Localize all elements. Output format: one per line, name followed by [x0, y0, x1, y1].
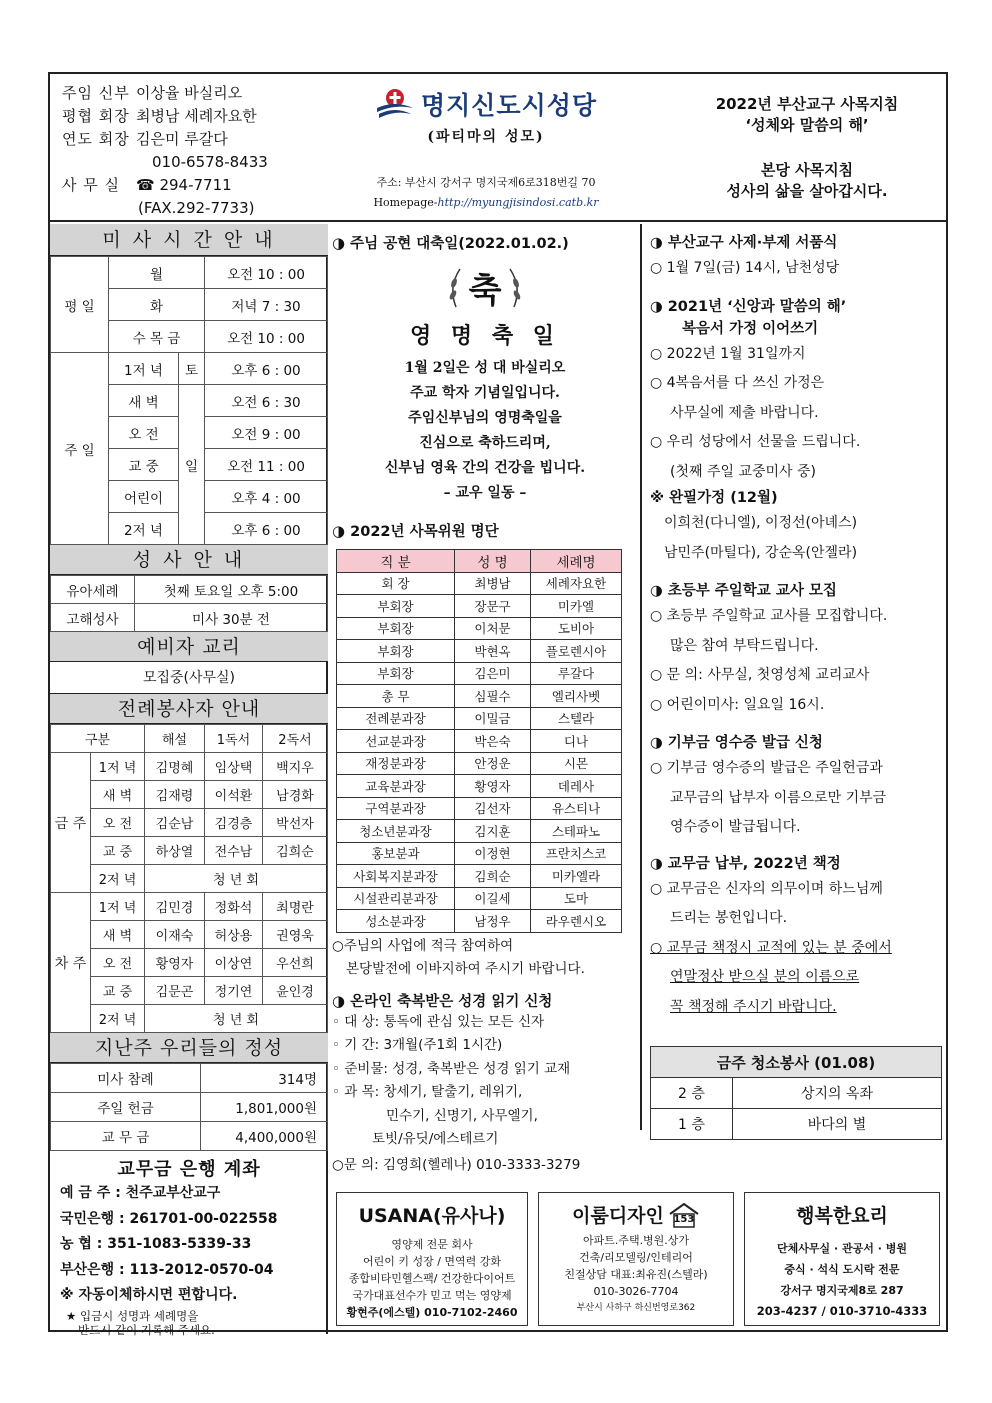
table-row: 성소분과장 남정우 라우렌시오	[337, 910, 622, 933]
parish-address: 주소: 부산시 강서구 명지국제6로318번길 70	[376, 176, 596, 189]
feast-title: 영 명 축 일	[410, 323, 560, 349]
dues-list: ○ 교무금은 신자의 의무이며 하느님께 드리는 봉헌입니다. ○ 교무금 책정시 교적에 있는 분 중에서 연말정산 받으실 분의 이름으로 꼭 책정해 주시기 바랍니다.	[650, 880, 892, 1015]
half-circle-icon: ◑	[650, 298, 663, 315]
table-row: 회 장 최병남 세례자요한	[337, 572, 622, 595]
bulletin-page	[48, 72, 948, 1337]
bible-list: ◦ 대 상: 통독에 관심 있는 모든 신자 ◦ 기 간: 3개월(주1회 1시간) ◦ 준비물: 성경, 축복받은 성경 읽기 교재 ◦ 과 목: 창세기, 탈출기, 레위기, 민수기, 신명기, 사무엘기, 토빗/유딧/에스테르기 ○문 의: 김영희(헬레나) 010-3333-3279	[332, 1013, 581, 1173]
gospel-list: ○ 2022년 1월 31일까지 ○ 4복음서를 다 쓰신 가정은 사무실에 제출 바랍니다. ○ 우리 성당에서 선물을 드립니다. (첫째 주일 교중미사 중)	[650, 345, 861, 480]
dues-heading: ◑ 교무금 납부, 2022년 책정	[650, 855, 841, 872]
table-row: 총 무 심필수 엘리사벳	[337, 685, 622, 708]
ordination-line: ○ 1월 7일(금) 14시, 남천성당	[650, 260, 840, 276]
committee-table	[336, 549, 622, 933]
committee-heading: ◑ 2022년 사목위원 명단	[332, 522, 499, 540]
bible-heading: ◑ 온라인 축복받은 성경 읽기 신청	[332, 991, 553, 1010]
committee-note2: 본당발전에 이바지하여 주시기 바랍니다.	[346, 961, 585, 977]
staff-row: 주임 신부 이상율 바실리오	[62, 84, 243, 102]
feast-char: 축	[468, 271, 502, 311]
table-row: 교육분과장 황영자 데레사	[337, 775, 622, 798]
header-parish	[326, 84, 646, 209]
liturgy-title: 전례봉사자 안내	[50, 694, 328, 724]
table-row: 홍보분과 이정현 프란치스코	[337, 842, 622, 865]
half-circle-icon: ◑	[650, 583, 663, 599]
offering-title: 지난주 우리들의 정성	[50, 1033, 328, 1063]
feast-box	[332, 261, 638, 506]
bank-small-note: ★ 입금시 성명과 세례명을 반드시 같이 기록해 주세요.	[66, 1308, 215, 1337]
table-row: 전례분과장 이밀금 스텔라	[337, 707, 622, 730]
committee-note1: ○주님의 사업에 적극 참여하여	[332, 937, 514, 954]
committee-header-row: 직 분 성 명 세례명	[337, 550, 622, 573]
offering-table: 미사 참례 314명 주일 헌금 1,801,000원 교 무 금 4,400,000원	[50, 1063, 328, 1151]
sacrament-title: 성 사 안 내	[50, 545, 328, 575]
complete-heading: ※ 완필가정 (12월)	[650, 490, 778, 506]
house-icon: 153	[668, 1202, 700, 1228]
school-heading: ◑ 초등부 주일학교 교사 모집	[650, 583, 837, 599]
gospel-heading: ◑ 2021년 ‘신앙과 말씀의 해’	[650, 298, 847, 315]
table-row: 청소년분과장 김지훈 스테파노	[337, 820, 622, 843]
office-fax: (FAX.292-7733)	[138, 199, 255, 217]
half-circle-icon: ◑	[332, 234, 346, 252]
mass-table: 평 일 월 오전 10 : 00 화 저녁 7 : 30 수 목 금 오전 10 : 00 주 일 1저 녁 토 오후 6 : 00 새 벽 일 오전 6 : 30 오 전 오전 9 : 00 교 중 오전 11 : 00 어린이 오후 4 : 00 2저 녁 오후 6 : 00	[50, 256, 328, 545]
phone-icon: ☎ 294-7711	[136, 176, 232, 194]
table-row: 구역분과장 김선자 유스티나	[337, 797, 622, 820]
homepage: Homepage-http://myungjisindosi.catb.kr	[373, 196, 599, 209]
mass-title: 미 사 시 간 안 내	[50, 224, 328, 256]
table-row: 시설관리분과장 이길세 도마	[337, 887, 622, 910]
table-row: 부회장 장문구 미카엘	[337, 595, 622, 618]
receipt-heading: ◑ 기부금 영수증 발급 신청	[650, 735, 823, 751]
ad-restaurant: 행복한요리 단체사무실 · 관공서 · 병원 중식 · 석식 도시락 전문 강서구 명지국제8로 287 203-4237 / 010-3710-4333	[744, 1192, 940, 1326]
ordination-heading: ◑ 부산교구 사제·부제 서품식	[650, 235, 838, 251]
catechumen-title: 예비자 교리	[50, 632, 328, 662]
parish-subtitle: (파티마의 성모)	[427, 129, 545, 145]
header-guidelines: 2022년 부산교구 사목지침 ‘성체와 말씀의 해’ 본당 사목지침 성사의 삶을 살아갑시다.	[715, 95, 899, 200]
bank-row: 부산은행 : 113-2012-0570-04	[60, 1261, 274, 1278]
table-row: 부회장 이처문 도비아	[337, 617, 622, 640]
receipt-list: ○ 기부금 영수증의 발급은 주일헌금과 교무금의 납부자 이름으로만 기부금 영수증이 발급됩니다.	[650, 760, 887, 835]
table-row: 부회장 김은미 루갈다	[337, 662, 622, 685]
office-row: 사 무 실 ☎ 294-7711	[62, 176, 232, 194]
bank-title: 교무금 은행 계좌	[117, 1159, 261, 1180]
homepage-link[interactable]: http://myungjisindosi.catb.kr	[437, 196, 599, 209]
header-staff	[62, 82, 312, 220]
table-row: 부회장 박현옥 플로렌시아	[337, 640, 622, 663]
half-circle-icon: ◑	[650, 235, 663, 251]
parish-name: 명지신도시성당	[420, 91, 598, 120]
parish-logo-icon	[375, 84, 415, 124]
school-list: ○ 초등부 주일학교 교사를 모집합니다. 많은 참여 부탁드립니다. ○ 문 의: 사무실, 첫영성체 교리교사 ○ 어린이미사: 일요일 16시.	[650, 608, 888, 713]
half-circle-icon: ◑	[332, 522, 346, 540]
staff-row: 연도 회장 김은미 루갈다	[62, 130, 228, 148]
staff-phone: 010-6578-8433	[152, 153, 268, 171]
bank-row: 국민은행 : 261701-00-022558	[60, 1210, 278, 1227]
feast-heading: ◑ 주님 공현 대축일(2022.01.02.)	[332, 234, 569, 252]
middle-column	[332, 232, 638, 1177]
table-row: 선교분과장 박은숙 디나	[337, 730, 622, 753]
ad-design: 이룸디자인 153 아파트.주택.병원.상가 건축/리모델링/인테리어 친절상담 대표:최유진(스텔라) 010-3026-7704 부산시 사하구 하신번영로362	[538, 1192, 734, 1326]
half-circle-icon: ◑	[650, 855, 663, 872]
bank-row: 농 협 : 351-1083-5339-33	[60, 1236, 252, 1252]
left-column	[50, 224, 328, 1337]
half-circle-icon: ◑	[332, 991, 346, 1010]
feast-message: 1월 2일은 성 대 바실리오 주교 학자 기념일입니다. 주임신부님의 영명축일을 진심으로 축하드리며, 신부님 영육 간의 건강을 빕니다. – 교우 일동 –	[384, 360, 586, 501]
bank-row: 예 금 주 : 천주교부산교구	[60, 1185, 221, 1201]
staff-row: 평협 회장 최병남 세례자요한	[62, 107, 257, 125]
sacrament-table: 유아세례 첫째 토요일 오후 5:00 고해성사 미사 30분 전	[50, 575, 328, 632]
bank-list	[50, 1181, 328, 1309]
ad-usana: USANA(유사나) 영양제 전문 회사 어린이 키 성장 / 면역력 강화 종합비타민헬스팩/ 건강한다이어트 국가대표선수가 믿고 먹는 영양제 황현주(에스텔) 010-7102-2460	[336, 1192, 528, 1326]
half-circle-icon: ◑	[650, 735, 663, 751]
catechumen-value: 모집중(사무실)	[50, 662, 328, 694]
table-row: 사회복지분과장 김희순 미카엘라	[337, 865, 622, 888]
liturgy-table: 구분 해설 1독서 2독서 금 주 1저 녁 김명혜 임상택 백지우 새 벽 김재령 이석환 남경화 오 전 김순남 김경층 박선자 교 중 하상열 전수남 김희순 2저 녁 청 년 회 차 주 1저 녁 김민경 정화석 최명란 새 벽 이재숙 허상용 권영욱 오 전 황영자 이상연 우선희 교 중 김문곤 정기연 윤인경 2저 녁 청 년 회	[50, 724, 328, 1033]
table-row: 재정분과장 안정운 시몬	[337, 752, 622, 775]
right-column: ◑ 부산교구 사제·부제 서품식 ○ 1월 7일(금) 14시, 남천성당 ◑ 2021년 ‘신앙과 말씀의 해’ 복음서 가정 이어쓰기 ○ 2022년 1월 31일까지 ○ 4복음서를 다 쓰신 가정은 사무실에 제출 바랍니다. ○ 우리 성당에서 선물을 드립니다. (첫째 주일 교중미사 중) ※ 완필가정 (12월) 이희천(다니엘), 이정선(아녜스) 남민주(마틸다), 강순옥(안젤라) ◑ 초등부 주일학교 교사 모집 ○ 초등부 주일학교 교사를 모집합니다. 많은 참여 부탁드립니다. ○ 문 의: 사무실, 첫영성체 교리교사 ○ 어린이미사: 일요일 16시. ◑ 기부금 영수증 발급 신청 ○ 기부금 영수증의 발급은 주일헌금과 교무금의 납부자 이름으로만 기부금 영수증이 발급됩니다. ◑ 교무금 납부, 2022년 책정 ○ 교무금은 신자의 의무이며 하느님께 드리는 봉헌입니다. ○ 교무금 책정시 교적에 있는 분 중에서 연말정산 받으실 분의 이름으로 꼭 책정해 주시기 바랍니다. 금주 청소봉사 (01.08) 2 층 상지의 옥좌 1 층 바다의 별	[650, 232, 946, 1140]
bank-note: ※ 자동이체하시면 편합니다.	[60, 1287, 238, 1303]
cleaning-table: 금주 청소봉사 (01.08) 2 층 상지의 옥좌 1 층 바다의 별	[650, 1046, 942, 1140]
